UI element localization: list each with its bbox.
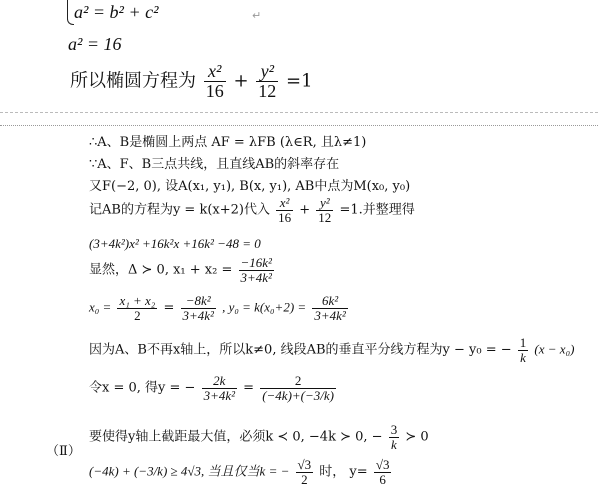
fraction-numerator: y² xyxy=(260,61,274,81)
solution-line-7 xyxy=(89,294,350,322)
fraction-y2-12 xyxy=(256,62,278,101)
solution-line-9 xyxy=(89,374,338,402)
line-6-prefix: 显然，Δ ≻ 0, x₁ + x₂ = xyxy=(89,262,233,278)
fraction-denominator: 3+4k² xyxy=(203,387,236,403)
eq-line-1: a² = b² + c² xyxy=(74,2,159,22)
fraction-neg-inverse-slope xyxy=(518,336,529,364)
fraction-numerator: x² xyxy=(279,195,290,210)
fraction-numerator: x² xyxy=(208,61,222,81)
fraction-denominator: 6 xyxy=(374,472,392,487)
solution-line-4 xyxy=(89,196,415,224)
solution-line-2: ∵A、F、B三点共线，且直线AB的斜率存在 xyxy=(89,157,340,172)
part-ii-label: （Ⅱ） xyxy=(46,444,81,459)
solution-line-1: ∴A、B是椭圆上两点 AF = λFB (λ∈R, 且λ≠1) xyxy=(89,135,367,150)
fraction-numerator: x₁ + x₂ xyxy=(119,293,156,308)
solution-line-10 xyxy=(89,423,429,451)
solution-line-8 xyxy=(89,336,574,364)
equals-sign: = xyxy=(163,300,175,316)
fraction-denominator: 2 xyxy=(117,308,157,323)
line-4-suffix: =1.并整理得 xyxy=(339,202,415,218)
fraction-denominator: 16 xyxy=(278,209,292,225)
fraction-denominator: k xyxy=(389,437,400,452)
line-11-mid: 时， y= xyxy=(319,464,368,480)
line-10-suffix: ≻ 0 xyxy=(405,429,429,445)
line-8-prefix: 因为A、B不再x轴上，所以k≠0, 线段AB的垂直平分线方程为y − y₀ = − xyxy=(89,342,512,358)
solution-line-3: 又F(−2, 0), 设A(x₁, y₁), B(x, y₁), AB中点为M(x₀, y₀) xyxy=(89,179,411,194)
fraction-sum-roots xyxy=(239,256,274,284)
ellipse-equation-prefix: 所以椭圆方程为 xyxy=(70,70,196,92)
fraction-intercept xyxy=(202,374,237,402)
fraction-numerator: −8k² xyxy=(185,293,211,308)
fraction-denominator: 12 xyxy=(318,209,332,225)
line-4-prefix: 记AB的方程为y = k(x+2)代入 xyxy=(89,202,270,218)
fraction-numerator: 2 xyxy=(294,373,302,388)
solution-line-11 xyxy=(89,458,393,486)
fraction-denominator: k xyxy=(518,350,529,365)
plus-sign: + xyxy=(233,70,249,92)
fraction-intercept-simplified xyxy=(260,374,336,402)
line-8-suffix: (x − x₀) xyxy=(534,341,575,357)
fraction-denominator: 3+4k² xyxy=(182,307,214,323)
fraction-denominator: 3+4k² xyxy=(314,307,346,323)
fraction-numerator: 6k² xyxy=(321,293,339,308)
fraction-numerator: √3 xyxy=(297,457,312,472)
paragraph-mark: ↵ xyxy=(252,9,262,22)
fraction-y0 xyxy=(312,294,347,322)
equals-one: =1 xyxy=(286,70,313,92)
x0-label: x₀ = xyxy=(89,299,112,315)
fraction-midpoint xyxy=(117,294,157,322)
fraction-x2-16 xyxy=(276,196,293,224)
fraction-denominator: 12 xyxy=(258,80,277,101)
y0-expression: , y₀ = k(x₀+2) = xyxy=(222,299,307,315)
system-brace xyxy=(67,0,74,25)
fraction-denominator: 2 xyxy=(296,472,314,487)
fraction-denominator: (−4k)+(−3/k) xyxy=(262,387,334,403)
line-9-prefix: 令x = 0, 得y = − xyxy=(89,380,196,396)
fraction-numerator: y² xyxy=(319,195,330,210)
fraction-y-value xyxy=(374,458,392,486)
ellipse-equation-line xyxy=(70,62,313,101)
fraction-y2-12 xyxy=(316,196,333,224)
fraction-numerator: 2k xyxy=(213,373,226,388)
solution-line-6 xyxy=(89,256,276,284)
plus-sign: + xyxy=(299,202,311,218)
line-11-prefix: (−4k) + (−3/k) ≥ 4√3, 当且仅当k = − xyxy=(89,463,290,479)
fraction-numerator: 3 xyxy=(390,422,398,437)
line-10-prefix: 要使得y轴上截距最大值，必须k ≺ 0, −4k ≻ 0, − xyxy=(89,429,383,445)
fraction-numerator: 1 xyxy=(519,335,527,350)
fraction-denominator: 3+4k² xyxy=(240,269,272,285)
equals-sign: = xyxy=(243,380,255,396)
fraction-numerator: √3 xyxy=(375,457,390,472)
fraction-x0 xyxy=(181,294,216,322)
fraction-denominator: 16 xyxy=(205,80,224,101)
fraction-3-over-k xyxy=(389,423,400,451)
eq-line-2: a² = 16 xyxy=(68,34,122,54)
fraction-numerator: −16k² xyxy=(240,255,272,270)
fraction-x2-16 xyxy=(204,62,226,101)
fraction-k-value xyxy=(296,458,314,486)
solution-line-5: (3+4k²)x² +16k²x +16k² −48 = 0 xyxy=(89,236,261,251)
page-separator xyxy=(0,112,598,126)
